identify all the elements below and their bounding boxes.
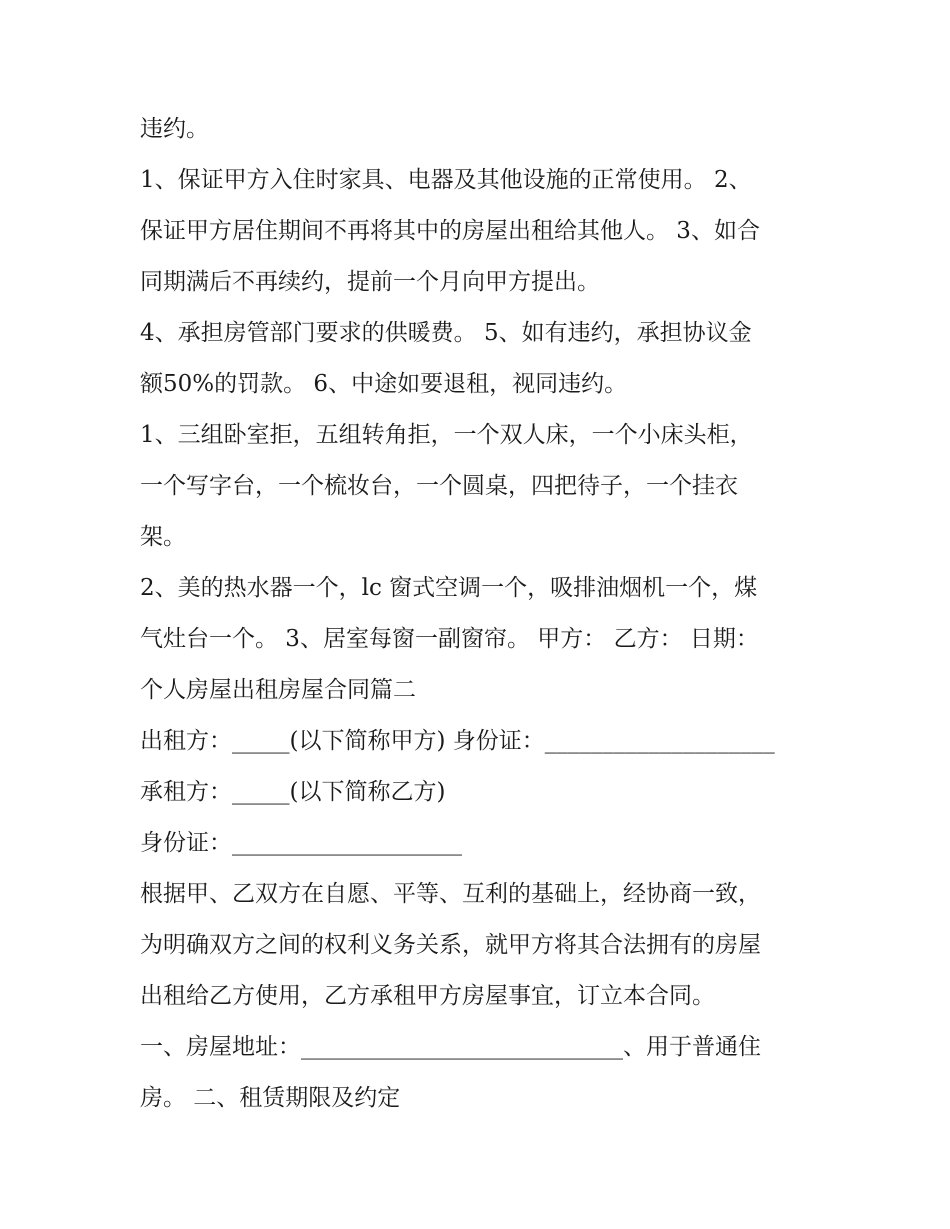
text-line: 额50%的罚款。 6、中途如要退租，视同违约。 bbox=[140, 371, 628, 397]
text-line: 架。 bbox=[140, 524, 186, 550]
text-line: 承租方：_____(以下简称乙方) bbox=[140, 779, 446, 805]
text-line: 房。 二、租赁期限及约定 bbox=[140, 1085, 401, 1111]
text-line: 保证甲方居住期间不再将其中的房屋出租给其他人。 3、如合 bbox=[140, 218, 760, 244]
text-line: 为明确双方之间的权利义务关系，就甲方将其合法拥有的房屋 bbox=[140, 932, 761, 958]
text-line: 出租方：_____(以下简称甲方) 身份证：____________________ bbox=[140, 728, 775, 754]
text-line: 1、保证甲方入住时家具、电器及其他设施的正常使用。 2、 bbox=[140, 167, 752, 193]
section-heading: 个人房屋出租房屋合同篇二 bbox=[140, 677, 416, 703]
text-line: 4、承担房管部门要求的供暖费。 5、如有违约，承担协议金 bbox=[140, 320, 752, 346]
text-line: 一、房屋地址：____________________________、用于普通住 bbox=[140, 1034, 761, 1060]
text-line: 根据甲、乙双方在自愿、平等、互利的基础上，经协商一致， bbox=[140, 881, 761, 907]
text-line: 一个写字台，一个梳妆台，一个圆桌，四把待子，一个挂衣 bbox=[140, 473, 738, 499]
document-body bbox=[140, 104, 820, 1124]
text-line: 同期满后不再续约，提前一个月向甲方提出。 bbox=[140, 269, 600, 295]
text-line: 出租给乙方使用，乙方承租甲方房屋事宜，订立本合同。 bbox=[140, 983, 715, 1009]
text-line: 1、三组卧室拒，五组转角拒，一个双人床，一个小床头柜， bbox=[140, 422, 753, 448]
text-line: 违约。 bbox=[140, 116, 209, 142]
text-line: 身份证：____________________ bbox=[140, 830, 462, 856]
text-line: 2、美的热水器一个，lc 窗式空调一个，吸排油烟机一个，煤 bbox=[140, 575, 758, 601]
text-line: 气灶台一个。 3、居室每窗一副窗帘。 甲方： 乙方： 日期： bbox=[140, 626, 759, 652]
